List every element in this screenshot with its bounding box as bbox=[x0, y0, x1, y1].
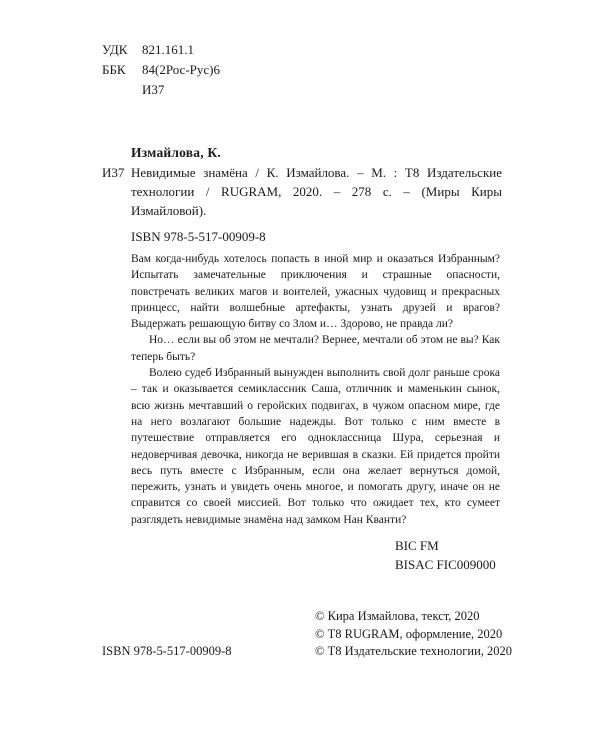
bic-code: BIC FM bbox=[395, 538, 439, 553]
author-mark-value: И37 bbox=[142, 82, 165, 97]
entry-author-mark: И37 bbox=[102, 165, 125, 180]
udc-label: УДК bbox=[102, 42, 128, 57]
bbk-value: 84(2Рос-Рус)6 bbox=[142, 62, 220, 77]
bibliographic-entry bbox=[102, 163, 502, 220]
subject-codes bbox=[395, 536, 496, 574]
author-mark-label bbox=[102, 80, 142, 100]
annotation-paragraph-2: Но… если вы об этом не мечтали? Вернее, мечтали об этом не вы? Как теперь быть? bbox=[131, 334, 500, 363]
udc-row bbox=[102, 40, 220, 60]
copyright-block bbox=[315, 608, 512, 661]
isbn-top: ISBN 978-5-517-00909-8 bbox=[131, 229, 266, 244]
isbn-bottom: ISBN 978-5-517-00909-8 bbox=[102, 644, 232, 658]
bisac-code: BISAC FIC009000 bbox=[395, 557, 496, 572]
bbk-row bbox=[102, 60, 220, 80]
copyright-design-line: © Т8 RUGRAM, оформление, 2020 bbox=[315, 626, 503, 641]
author-heading: Измайлова, К. bbox=[131, 145, 221, 160]
annotation bbox=[131, 251, 500, 528]
bbk-label: ББК bbox=[102, 62, 126, 77]
annotation-paragraph-3: Волею судеб Избранный вынужден выполнить свой долг раньше срока – так и оказывается семиклассник Саша, отличник и маменькин сынок, всю жизнь мечтавший о геройских подвигах, в чужом опасном мире, где на него возлагают большие надежды. Вот только с ним вместе в путешествие отправляется его одноклассница Шура, серьезная и недоверчивая девочка, никогда не верившая в сказки. Ей придется пройти весь путь вместе с Избранным, если она желает вернуться домой, пережить, узнать и увидеть очень многое, и помогать другу, иначе он не справится со своей миссией. Вот только что ожидает тех, кто сумеет разглядеть невидимые знамёна над замком Нан Кванти? bbox=[131, 367, 500, 526]
udc-value: 821.161.1 bbox=[142, 42, 194, 57]
entry-description: Невидимые знамёна / К. Измайлова. – М. : Т8 Издательские технологии / RUGRAM, 2020. – 278 с. – (Миры Киры Измайловой). bbox=[131, 165, 502, 218]
classification-block bbox=[102, 40, 220, 100]
annotation-paragraph-1: Вам когда-нибудь хотелось попасть в иной мир и оказаться Избранным? Испытать замечательные приключения и страшные опасности, повстречать великих магов и воителей, ужасных чудовищ и прекрасных принцесс, найти волшебные артефакты, узнать друзей и врагов? Выдержать решающую битву со Злом и… Здорово, не правда ли? bbox=[131, 253, 500, 331]
copyright-text-line: © Кира Измайлова, текст, 2020 bbox=[315, 609, 480, 623]
author-mark-row bbox=[102, 80, 220, 100]
copyright-publisher-line: © Т8 Издательские технологии, 2020 bbox=[315, 644, 513, 659]
